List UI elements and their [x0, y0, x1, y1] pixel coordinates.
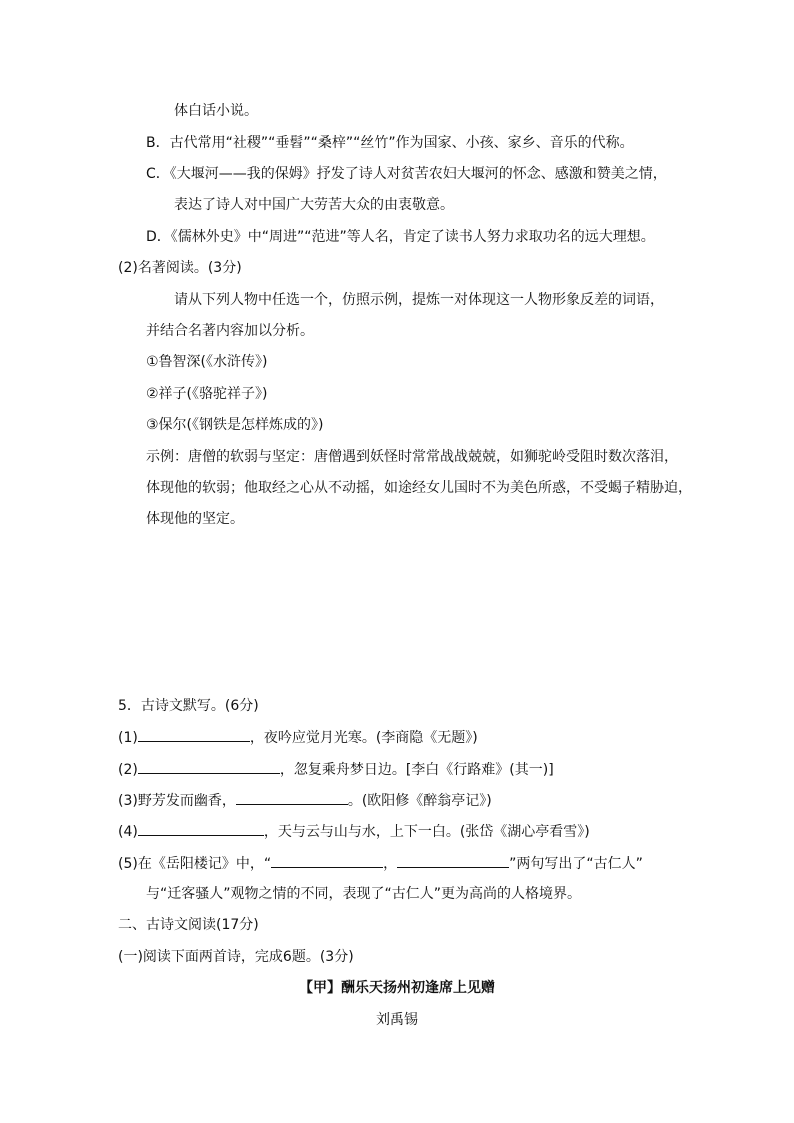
- recitation-line-2: [118, 759, 554, 780]
- poem-title: 【甲】酬乐天扬州初逢席上见赠: [299, 980, 495, 996]
- text-3: 。(欧阳修《醉翁亭记》): [347, 793, 492, 809]
- answer-blank-2[interactable]: [138, 759, 280, 774]
- poem-author: 刘禹锡: [376, 1012, 418, 1028]
- answer-blank-5b[interactable]: [397, 853, 509, 868]
- character-option-1: ①鲁智深(《水浒传》): [146, 354, 268, 370]
- question-2-instruction-line2: 并结合名著内容加以分析。: [146, 323, 314, 339]
- label-5: (5)在《岳阳楼记》中，“: [118, 856, 272, 872]
- recitation-line-4: [118, 821, 590, 842]
- label-4: (4): [118, 824, 138, 840]
- example-line1: 示例：唐僧的软弱与坚定：唐僧遇到妖怪时常常战战兢兢，如狮驼岭受阻时数次落泪，: [146, 449, 678, 465]
- answer-blank-4[interactable]: [138, 821, 264, 836]
- character-option-2: ②祥子(《骆驼祥子》): [146, 386, 268, 402]
- text-2: ，忽复乘舟梦日边。[李白《行路难》(其一)]: [279, 762, 554, 778]
- text-4: ，天与云与山与水，上下一白。(张岱《湖心亭看雪》): [263, 824, 590, 840]
- example-line2: 体现他的软弱；他取经之心从不动摇，如途经女儿国时不为美色所惑，不受蝎子精胁迫，: [146, 480, 692, 496]
- question-2-heading: (2)名著阅读。(3分): [118, 260, 242, 276]
- question-5-heading: 5．古诗文默写。(6分): [118, 698, 259, 714]
- character-option-3: ③保尔(《钢铁是怎样炼成的》): [146, 417, 324, 433]
- option-a-continued: 体白话小说。: [174, 103, 258, 119]
- label-3: (3)野芳发而幽香，: [118, 793, 236, 809]
- recitation-line-3: [118, 790, 492, 811]
- example-line3: 体现他的坚定。: [146, 511, 244, 527]
- section-2-subheading: (一)阅读下面两首诗，完成6题。(3分): [118, 949, 354, 965]
- text-1: ，夜吟应觉月光寒。(李商隐《无题》): [249, 730, 478, 746]
- recitation-line-5-continued: 与“迁客骚人”观物之情的不同，表现了“古仁人”更为高尚的人格境界。: [146, 886, 582, 902]
- option-d: D．《儒林外史》中“周进”“范进”等人名，肯定了读书人努力求取功名的远大理想。: [146, 229, 655, 245]
- answer-blank-5a[interactable]: [271, 853, 383, 868]
- label-2: (2): [118, 762, 138, 778]
- answer-blank-3[interactable]: [236, 790, 348, 805]
- answer-blank-1[interactable]: [138, 727, 250, 742]
- text-5: ”两句写出了“古仁人”: [509, 856, 643, 872]
- recitation-line-1: [118, 727, 478, 748]
- label-1: (1): [118, 730, 138, 746]
- option-c-line2: 表达了诗人对中国广大劳苦大众的由衷敬意。: [174, 197, 454, 213]
- question-2-instruction-line1: 请从下列人物中任选一个，仿照示例，提炼一对体现这一人物形象反差的词语，: [174, 292, 664, 308]
- section-2-heading: 二、古诗文阅读(17分): [118, 917, 259, 933]
- recitation-line-5: [118, 853, 643, 874]
- option-b: B．古代常用“社稷”“垂髫”“桑梓”“丝竹”作为国家、小孩、家乡、音乐的代称。: [146, 135, 634, 151]
- separator-5: ，: [383, 856, 398, 872]
- option-c-line1: C．《大堰河——我的保姆》抒发了诗人对贫苦农妇大堰河的怀念、感激和赞美之情，: [146, 166, 667, 182]
